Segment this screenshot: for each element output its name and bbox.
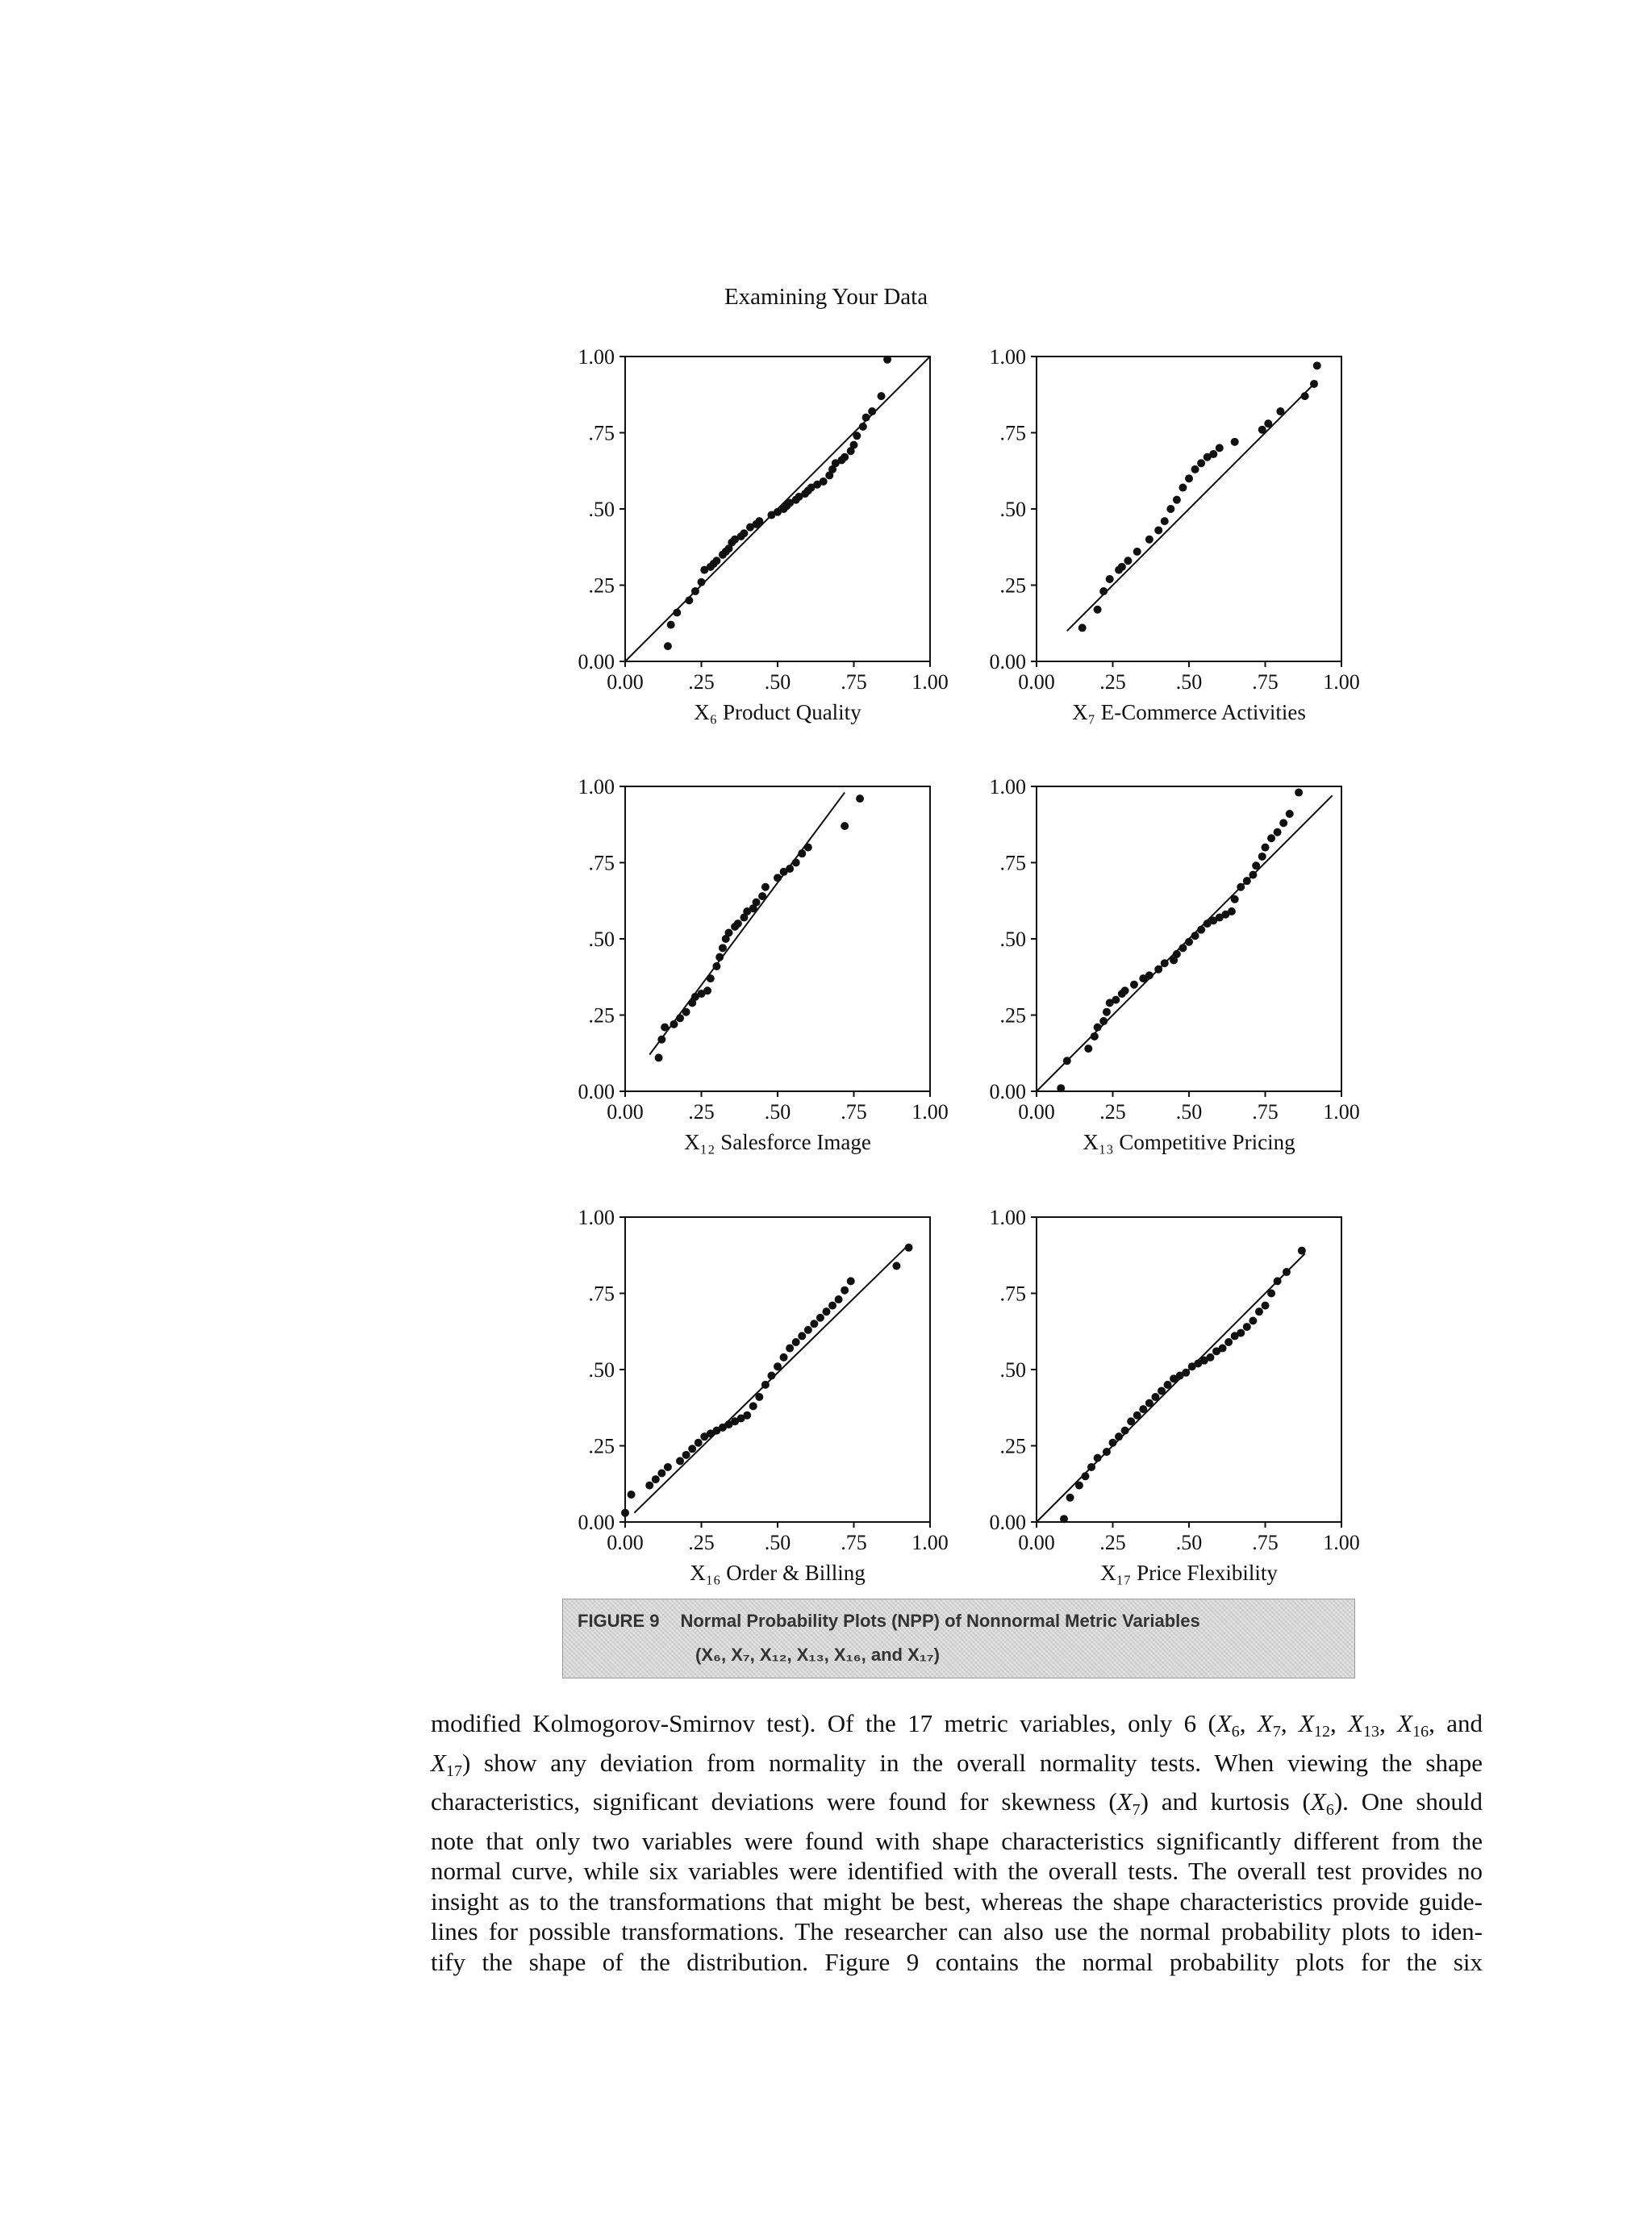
variable-ref: $X_6$ [1216, 1709, 1240, 1741]
data-point [1249, 1317, 1257, 1325]
paragraph-line [431, 1947, 1483, 1978]
data-point [673, 609, 681, 617]
data-point [1191, 932, 1199, 940]
data-point [816, 1314, 824, 1322]
data-point [859, 423, 867, 431]
data-point [1133, 1411, 1141, 1420]
npp-plot-svg [960, 777, 1412, 1196]
variable-ref: $X_{12}$ [1299, 1709, 1330, 1741]
npp-plot-svg [549, 347, 1000, 766]
data-point [780, 1353, 788, 1361]
paragraph-line [431, 1826, 1483, 1857]
npp-plot-x16 [549, 1207, 1000, 1627]
data-point [1191, 465, 1199, 473]
reference-line [1037, 1253, 1305, 1522]
y-tick-label: 0.00 [578, 1511, 615, 1534]
data-point [1313, 361, 1321, 369]
data-point [1179, 484, 1187, 492]
data-point [1130, 981, 1138, 989]
data-point [1283, 1268, 1291, 1276]
npp-plot-x17 [960, 1207, 1412, 1627]
data-point [1060, 1515, 1068, 1523]
y-tick-label: 1.00 [989, 1206, 1026, 1229]
variable-ref: $X_{16}$ [1397, 1709, 1429, 1741]
x-tick-label: .25 [1099, 670, 1126, 694]
data-point [841, 1286, 849, 1295]
x-tick-label: 0.00 [1018, 670, 1055, 694]
data-point [835, 1295, 843, 1303]
x-tick-label: .50 [764, 1531, 791, 1554]
data-point [820, 477, 828, 486]
body-paragraph [431, 1708, 1483, 1977]
data-point [1115, 1432, 1123, 1441]
data-point [883, 356, 891, 364]
data-point [1243, 877, 1251, 885]
data-point [1262, 844, 1270, 852]
data-point [1173, 496, 1181, 504]
x-tick-label: .25 [688, 670, 715, 694]
y-tick-label: .75 [999, 851, 1026, 875]
data-point [1078, 623, 1087, 632]
data-point [761, 883, 770, 891]
paragraph-line [431, 1787, 1483, 1826]
data-point [1099, 1017, 1108, 1025]
data-point [657, 1470, 665, 1478]
figure-subtitle: (X₆, X₇, X₁₂, X₁₃, X₁₆, and X₁₇) [695, 1645, 940, 1665]
data-point [1237, 1329, 1245, 1337]
data-point [719, 944, 727, 952]
text-run: normal curve, while six variables were identified with the overall tests. The overall test provides no [431, 1857, 1483, 1885]
x-tick-label: 1.00 [912, 1531, 949, 1554]
data-point [1087, 1463, 1095, 1471]
data-point [1301, 392, 1309, 400]
data-point [1173, 950, 1181, 958]
data-point [1258, 853, 1266, 861]
data-point [734, 919, 742, 928]
figure-number: FIGURE 9 [578, 1611, 660, 1631]
y-tick-label: .25 [999, 573, 1026, 598]
data-point [657, 1036, 665, 1044]
text-run: ) and kurtosis ( [1140, 1787, 1311, 1816]
x-tick-label: .25 [1099, 1100, 1126, 1124]
data-point [1185, 938, 1193, 946]
data-point [685, 596, 693, 604]
data-point [850, 441, 858, 449]
npp-plot-x7 [960, 347, 1412, 766]
data-point [1154, 965, 1162, 974]
data-point [691, 587, 699, 595]
data-point [786, 865, 794, 873]
data-point [749, 1402, 757, 1410]
y-tick-label: 0.00 [989, 1080, 1026, 1103]
data-point [1161, 959, 1169, 967]
data-point [1154, 526, 1162, 534]
data-point [1182, 1369, 1190, 1377]
data-point [1267, 1290, 1275, 1298]
data-point [810, 1320, 818, 1328]
data-point [1216, 444, 1224, 452]
data-point [758, 892, 766, 900]
data-point [1158, 1386, 1166, 1395]
npp-plot-svg [960, 1207, 1412, 1627]
data-point [822, 1307, 830, 1316]
data-point [682, 1008, 690, 1016]
npp-plot-x12 [549, 777, 1000, 1196]
data-point [1298, 1247, 1306, 1255]
npp-plot-svg [960, 347, 1412, 766]
y-tick-label: .75 [588, 421, 615, 445]
y-tick-label: .25 [588, 1003, 615, 1028]
data-point [664, 642, 672, 650]
data-point [753, 899, 761, 907]
data-point [1099, 587, 1108, 595]
npp-plot-svg [549, 777, 1000, 1196]
y-tick-label: 1.00 [989, 345, 1026, 369]
data-point [868, 407, 876, 415]
data-point [645, 1482, 653, 1490]
data-point [676, 1457, 684, 1465]
data-point [892, 1261, 900, 1270]
x-axis-label: X₆ Product Quality [694, 700, 861, 724]
paragraph-line [431, 1708, 1483, 1748]
data-point [725, 928, 733, 936]
y-tick-label: 1.00 [578, 345, 615, 369]
data-point [1179, 944, 1187, 952]
x-tick-label: 0.00 [607, 1100, 644, 1124]
text-run: modified Kolmogorov-Smirnov test). Of the 17 metric variables, only 6 ( [431, 1709, 1216, 1737]
x-tick-label: .50 [1175, 1100, 1203, 1124]
data-point [1145, 1399, 1153, 1407]
variable-ref: $X_6$ [1310, 1787, 1334, 1819]
data-point [703, 986, 711, 994]
data-point [1209, 450, 1217, 458]
y-tick-label: .50 [999, 498, 1026, 521]
data-point [712, 962, 720, 970]
data-point [1279, 819, 1287, 827]
data-point [1133, 548, 1141, 556]
data-point [1295, 789, 1303, 797]
data-point [1094, 606, 1102, 614]
data-point [1264, 419, 1272, 427]
data-point [853, 432, 861, 440]
reference-line [634, 1248, 905, 1513]
x-tick-label: 1.00 [1323, 670, 1360, 694]
figure-caption [562, 1599, 1355, 1678]
text-run: note that only two variables were found with shape characteristics significantly different from the [431, 1826, 1483, 1855]
reference-line [1037, 795, 1333, 1091]
data-point [1118, 563, 1126, 571]
data-point [905, 1244, 913, 1252]
data-point [1258, 426, 1266, 434]
data-point [1151, 1393, 1159, 1401]
data-point [1252, 861, 1260, 869]
data-point [661, 1024, 669, 1032]
x-axis-label: X₁₆ Order & Billing [690, 1561, 866, 1585]
x-tick-label: .75 [841, 670, 867, 694]
data-point [1057, 1084, 1065, 1092]
data-point [1231, 895, 1239, 903]
data-point [1112, 996, 1120, 1004]
text-run: characteristics, significant deviations were found for skewness ( [431, 1787, 1117, 1816]
text-run: lines for possible transformations. The researcher can also use the normal probability plots to iden- [431, 1917, 1483, 1945]
variable-ref: $X_{13}$ [1348, 1709, 1380, 1741]
data-point [841, 453, 849, 461]
data-point [1094, 1454, 1102, 1462]
data-point [707, 974, 715, 982]
data-point [1237, 883, 1245, 891]
x-tick-label: 1.00 [1323, 1531, 1360, 1554]
data-point [767, 1372, 775, 1380]
y-tick-label: .25 [588, 1434, 615, 1458]
text-run: ) show any deviation from normality in the overall normality tests. When viewing the shape [461, 1748, 1483, 1777]
x-tick-label: .25 [688, 1100, 715, 1124]
data-point [878, 392, 886, 400]
data-point [655, 1053, 663, 1061]
variable-ref: $X_{17}$ [431, 1748, 462, 1780]
y-tick-label: .25 [999, 1434, 1026, 1458]
data-point [667, 621, 675, 629]
data-point [804, 844, 812, 852]
text-run: insight as to the transformations that might be best, whereas the shape characteristics provide guide- [431, 1887, 1483, 1916]
x-tick-label: .75 [1252, 670, 1279, 694]
paragraph-line [431, 1856, 1483, 1887]
x-tick-label: .25 [688, 1531, 715, 1554]
x-tick-label: .50 [764, 670, 791, 694]
data-point [1197, 459, 1205, 467]
data-point [1121, 1427, 1129, 1435]
data-point [698, 578, 706, 586]
variable-ref: $X_7$ [1116, 1787, 1141, 1819]
data-point [1127, 1417, 1135, 1425]
data-point [1091, 1032, 1099, 1040]
data-point [664, 1463, 672, 1471]
y-tick-label: 0.00 [989, 1511, 1026, 1534]
data-point [1249, 871, 1257, 879]
text-run: , [1280, 1709, 1299, 1737]
data-point [774, 874, 782, 882]
data-point [1066, 1494, 1074, 1502]
data-point [688, 1445, 696, 1453]
data-point [1084, 1045, 1092, 1053]
text-run: , [1329, 1709, 1349, 1737]
data-point [1161, 517, 1169, 525]
x-tick-label: 1.00 [1323, 1100, 1360, 1124]
data-point [798, 849, 806, 857]
y-tick-label: .75 [588, 1282, 615, 1306]
data-point [1103, 1008, 1111, 1016]
y-tick-label: .75 [588, 851, 615, 875]
x-tick-label: .50 [1175, 1531, 1203, 1554]
x-tick-label: .75 [1252, 1531, 1279, 1554]
data-point [628, 1491, 636, 1499]
data-point [1276, 407, 1284, 415]
data-point [1255, 1307, 1263, 1316]
data-point [621, 1509, 629, 1517]
y-tick-label: 0.00 [578, 650, 615, 673]
data-point [1310, 380, 1318, 388]
y-tick-label: 0.00 [989, 650, 1026, 673]
data-point [1228, 907, 1236, 915]
npp-plot-svg [549, 1207, 1000, 1627]
data-point [1286, 810, 1294, 818]
variable-ref: $X_7$ [1257, 1709, 1281, 1741]
data-point [1139, 1405, 1147, 1413]
data-point [1224, 1338, 1233, 1346]
figure-title: Normal Probability Plots (NPP) of Nonnormal Metric Variables [680, 1611, 1200, 1631]
data-point [1206, 1353, 1214, 1361]
text-run: , and [1429, 1709, 1483, 1737]
data-point [792, 859, 800, 867]
text-run: ). One should [1333, 1787, 1483, 1816]
paragraph-line [431, 1887, 1483, 1917]
x-axis-label: X₁₃ Competitive Pricing [1083, 1130, 1295, 1154]
x-tick-label: .75 [841, 1531, 867, 1554]
data-point [1274, 828, 1282, 836]
y-tick-label: .25 [999, 1003, 1026, 1028]
data-point [1219, 1345, 1227, 1353]
data-point [1185, 474, 1193, 482]
x-tick-label: 0.00 [607, 670, 644, 694]
npp-plot-x13 [960, 777, 1412, 1196]
data-point [761, 1381, 770, 1389]
y-tick-label: 1.00 [989, 775, 1026, 799]
data-point [1231, 438, 1239, 446]
data-point [1094, 1024, 1102, 1032]
y-tick-label: 1.00 [578, 1206, 615, 1229]
text-run: , [1239, 1709, 1258, 1737]
data-point [1075, 1482, 1083, 1490]
data-point [841, 822, 849, 830]
y-tick-label: .75 [999, 1282, 1026, 1306]
data-point [1145, 536, 1153, 544]
y-tick-label: 1.00 [578, 775, 615, 799]
x-tick-label: 1.00 [912, 1100, 949, 1124]
data-point [856, 794, 864, 803]
data-point [1063, 1057, 1071, 1065]
data-point [1262, 1302, 1270, 1310]
x-tick-label: 0.00 [1018, 1100, 1055, 1124]
data-point [1197, 926, 1205, 934]
text-run: , [1379, 1709, 1398, 1737]
data-point [652, 1475, 660, 1483]
data-point [828, 1302, 836, 1310]
data-point [1081, 1472, 1089, 1480]
data-point [1145, 971, 1153, 979]
x-tick-label: 0.00 [1018, 1531, 1055, 1554]
x-axis-label: X₁₇ Price Flexibility [1100, 1561, 1278, 1585]
data-point [1103, 1448, 1111, 1456]
data-point [1124, 557, 1132, 565]
data-point [786, 1345, 794, 1353]
y-tick-label: .50 [588, 1358, 615, 1382]
plot-frame [625, 786, 930, 1091]
data-point [743, 1411, 751, 1420]
data-point [1164, 1381, 1172, 1389]
data-point [804, 1326, 812, 1334]
running-head: Examining Your Data [724, 284, 928, 310]
x-tick-label: .75 [1252, 1100, 1279, 1124]
x-tick-label: 0.00 [607, 1531, 644, 1554]
y-tick-label: .75 [999, 421, 1026, 445]
data-point [1109, 1439, 1117, 1447]
data-point [740, 529, 748, 537]
x-tick-label: .75 [841, 1100, 867, 1124]
data-point [1274, 1277, 1282, 1285]
y-tick-label: .50 [588, 498, 615, 521]
x-axis-label: X₁₂ Salesforce Image [684, 1130, 871, 1154]
data-point [695, 1439, 703, 1447]
data-point [1166, 505, 1174, 513]
data-point [1267, 834, 1275, 842]
y-tick-label: .25 [588, 573, 615, 598]
x-tick-label: .25 [1099, 1531, 1126, 1554]
text-run: tify the shape of the distribution. Figure 9 contains the normal probability plots for the six [431, 1947, 1483, 1976]
x-tick-label: .50 [1175, 670, 1203, 694]
data-point [798, 1332, 806, 1340]
data-point [755, 1393, 763, 1401]
data-point [682, 1451, 690, 1459]
data-point [847, 1277, 855, 1285]
y-tick-label: .50 [588, 928, 615, 951]
data-point [715, 953, 724, 961]
x-axis-label: X₇ E-Commerce Activities [1072, 700, 1306, 724]
x-tick-label: .50 [764, 1100, 791, 1124]
data-point [862, 414, 870, 422]
data-point [712, 557, 720, 565]
y-tick-label: .50 [999, 928, 1026, 951]
data-point [1243, 1323, 1251, 1331]
data-point [1106, 575, 1114, 583]
y-tick-label: 0.00 [578, 1080, 615, 1103]
npp-plot-x6 [549, 347, 1000, 766]
x-tick-label: 1.00 [912, 670, 949, 694]
data-point [755, 517, 763, 525]
y-tick-label: .50 [999, 1358, 1026, 1382]
paragraph-line [431, 1916, 1483, 1947]
data-point [676, 1014, 684, 1022]
data-point [1121, 986, 1129, 994]
paragraph-line [431, 1748, 1483, 1787]
data-point [774, 1362, 782, 1370]
data-point [670, 1020, 678, 1028]
data-point [792, 1338, 800, 1346]
